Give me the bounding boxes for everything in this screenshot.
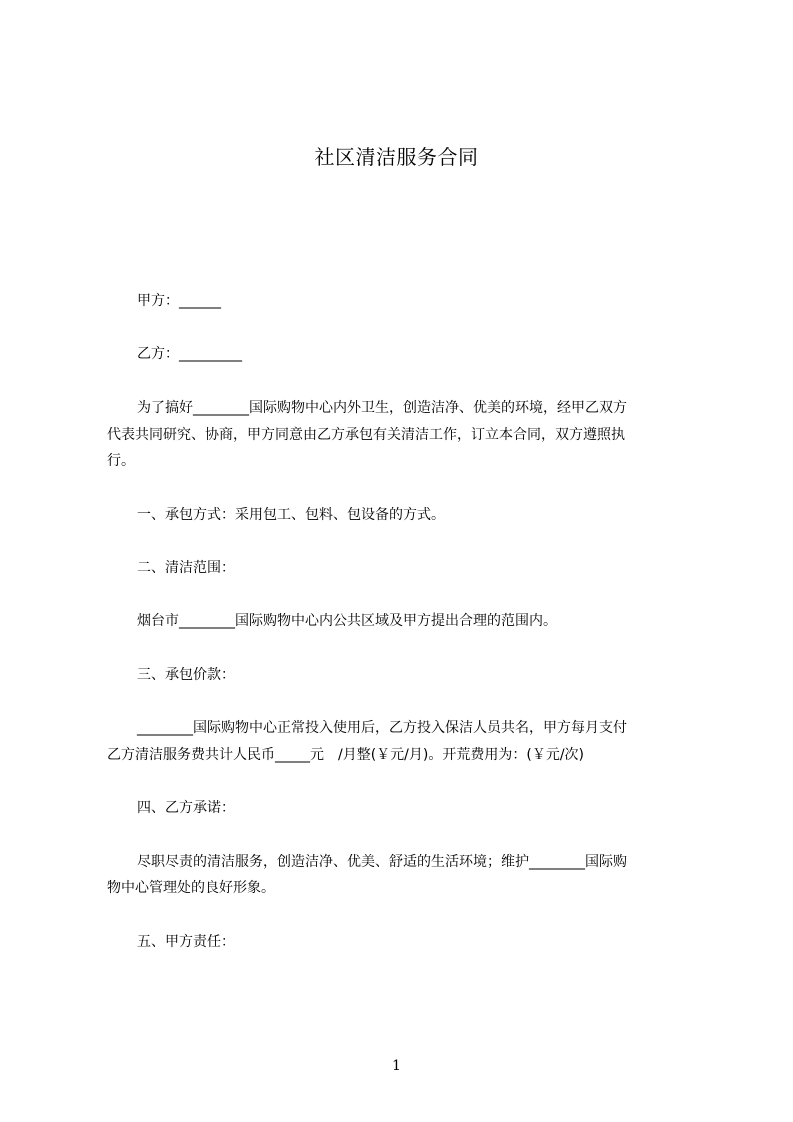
intro-line-2: 代表共同研究、协商，甲方同意由乙方承包有关清洁工作，订立本合同，双方遵照执 xyxy=(107,427,625,443)
section-2-body: 烟台市________国际购物中心内公共区域及甲方提出合理的范围内。 xyxy=(137,613,557,629)
section-2-heading: 二、清洁范围： xyxy=(137,560,235,576)
intro-line-1: 为了搞好________国际购物中心内外卫生，创造洁净、优美的环境，经甲乙双方 xyxy=(137,400,627,416)
party-b-line: 乙方：_________ xyxy=(137,346,242,362)
page-number: 1 xyxy=(392,1058,401,1074)
section-5-heading: 五、甲方责任： xyxy=(137,934,235,950)
section-4-heading: 四、乙方承诺： xyxy=(137,800,235,816)
section-3-heading: 三、承包价款： xyxy=(137,667,235,683)
section-1: 一、承包方式：采用包工、包料、包设备的方式。 xyxy=(137,507,445,523)
section-3-line-1: ________国际购物中心正常投入使用后，乙方投入保洁人员共名，甲方每月支付 xyxy=(137,720,627,736)
section-4-line-2: 物中心管理处的良好形象。 xyxy=(107,880,275,896)
document-title: 社区清洁服务合同 xyxy=(314,145,479,169)
section-4-line-1: 尽职尽责的清洁服务，创造洁净、优美、舒适的生活环境；维护________国际购 xyxy=(137,854,627,870)
party-a-line: 甲方：______ xyxy=(137,293,221,309)
section-3-line-2: 乙方清洁服务费共计人民币_____元 /月整(￥元/月)。开荒费用为：(￥元/次) xyxy=(107,747,584,763)
intro-line-3: 行。 xyxy=(107,453,135,469)
